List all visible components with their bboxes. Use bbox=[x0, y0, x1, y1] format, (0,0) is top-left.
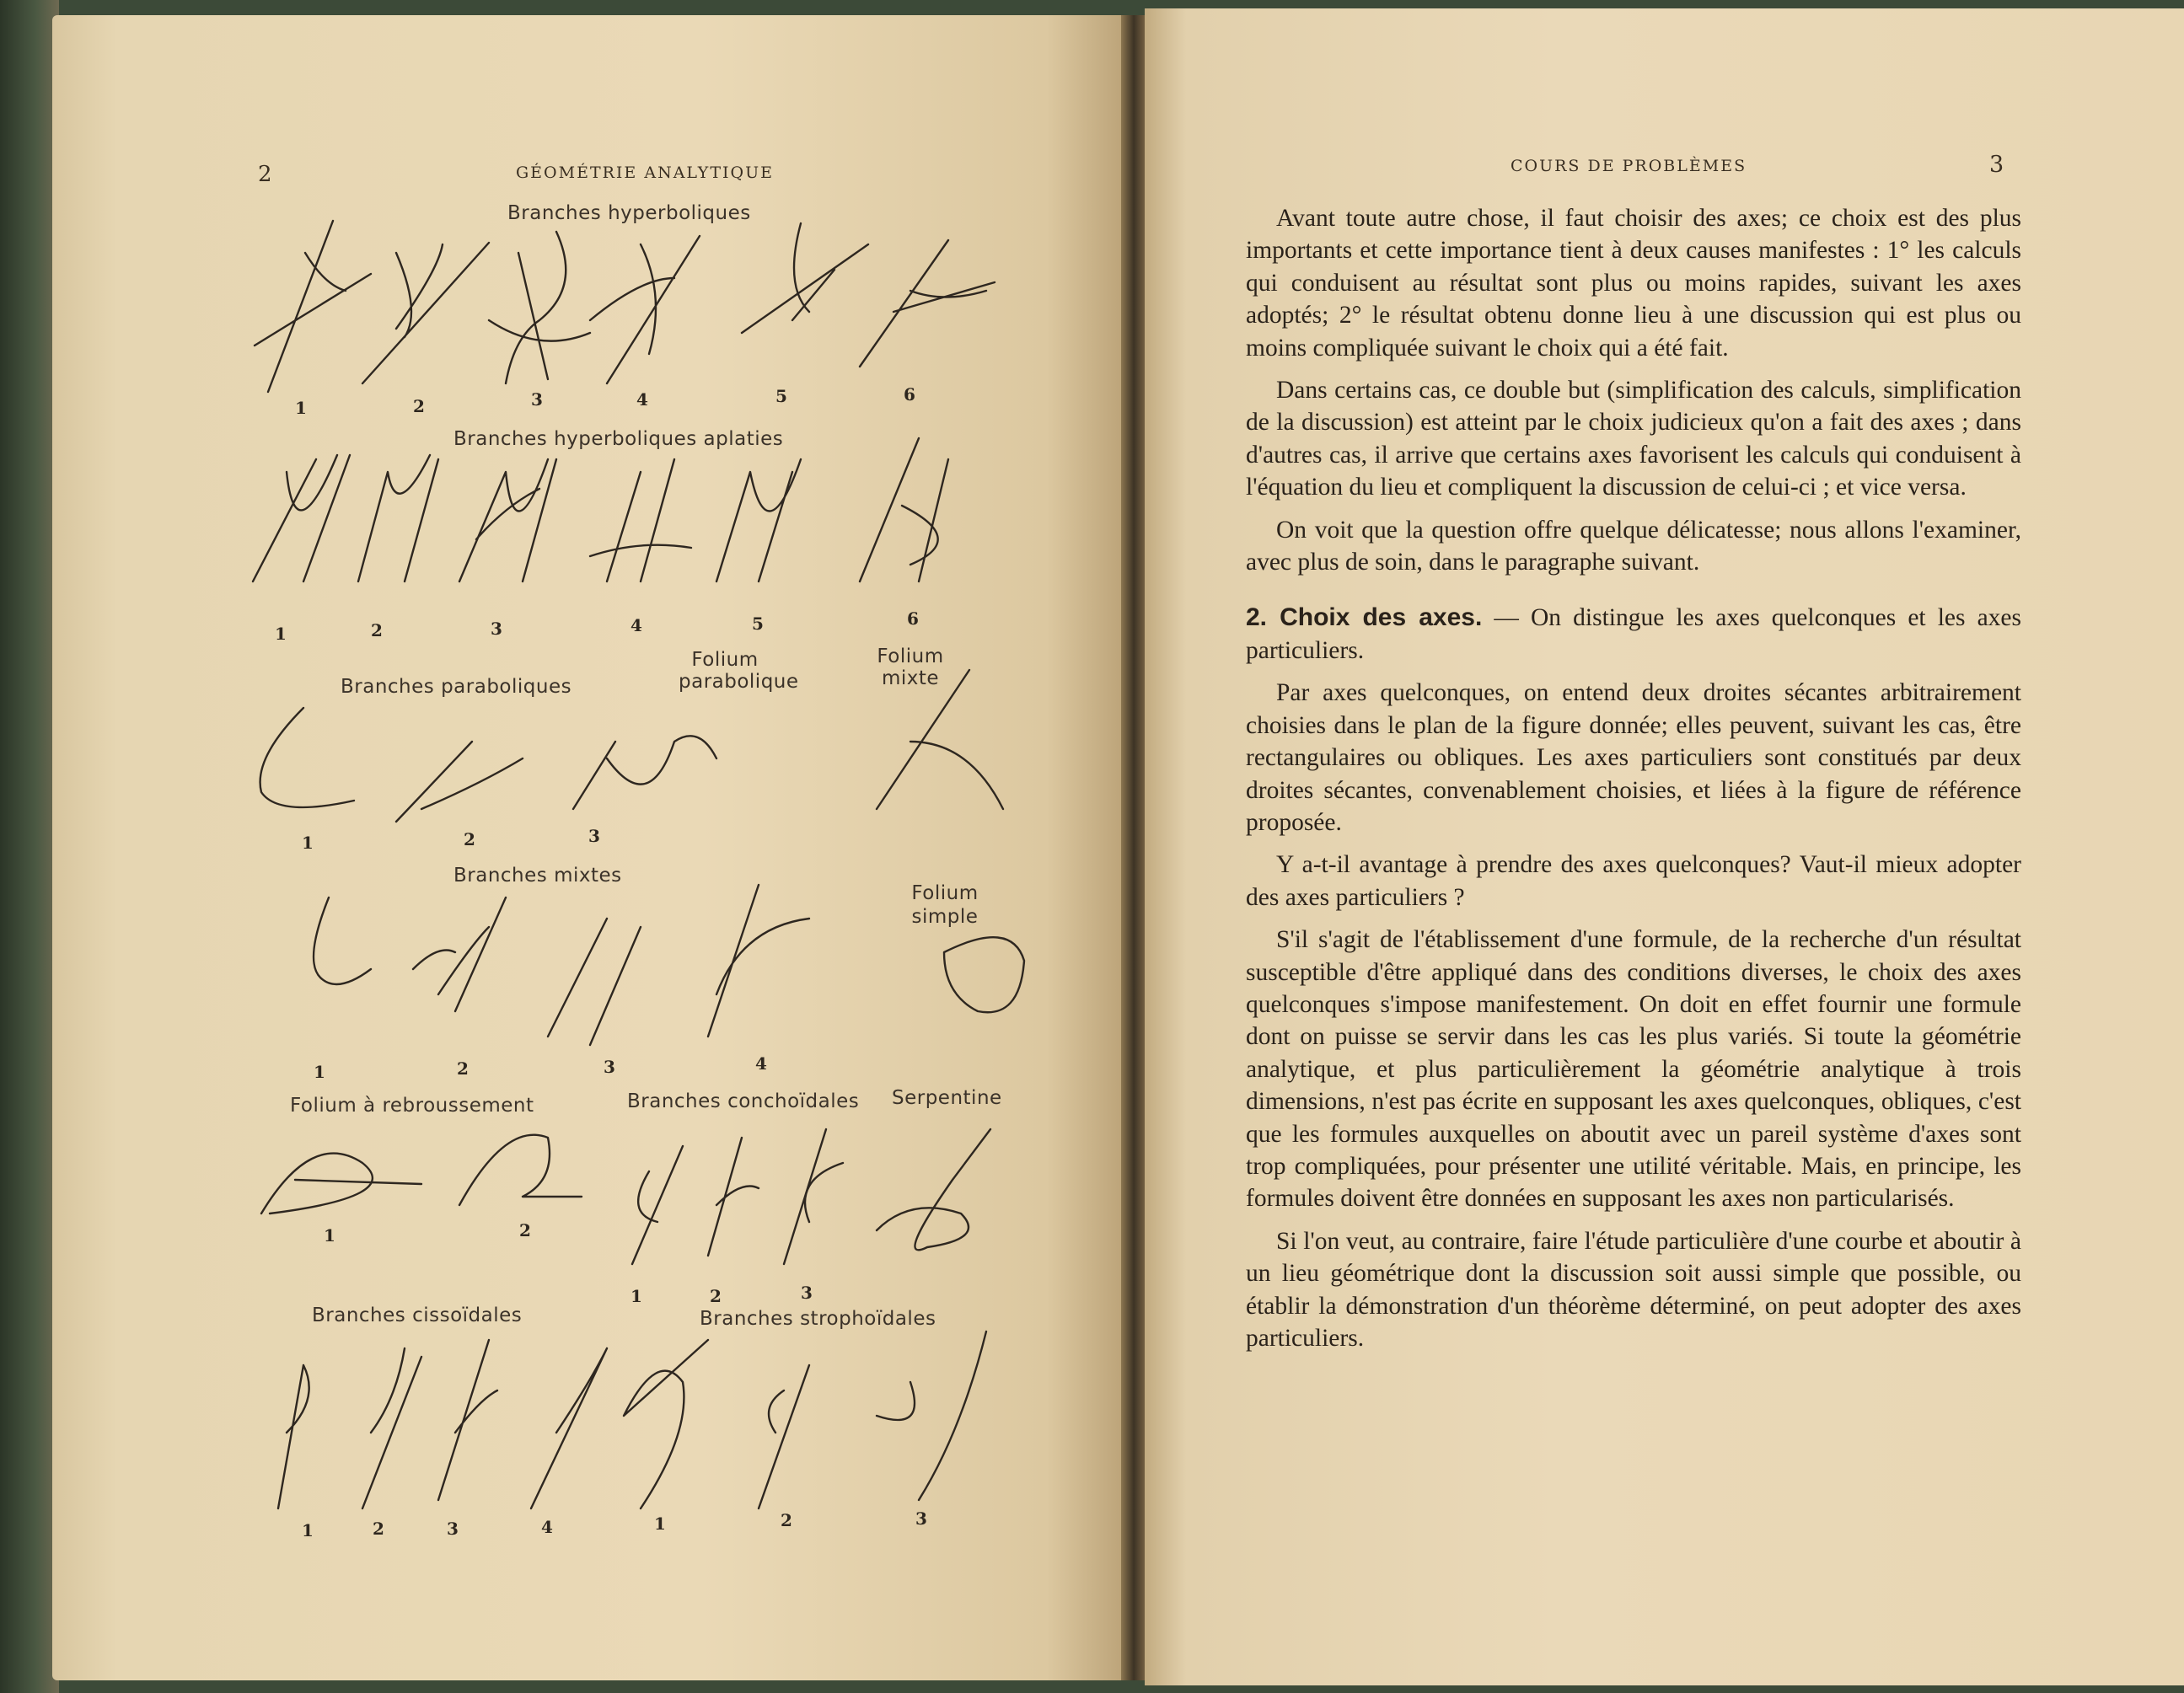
figure-number: 1 bbox=[275, 624, 287, 644]
figure-title-conchoidales: Branches conchoïdales bbox=[627, 1090, 860, 1112]
figure-number: 2 bbox=[371, 620, 383, 640]
curve-mixte-1 bbox=[314, 897, 371, 984]
figure-number: 2 bbox=[373, 1519, 384, 1539]
figure-number: 1 bbox=[302, 833, 314, 853]
paragraph: Dans certains cas, ce double but (simplification des calculs, simplification de la discussion) est atteint par le choix judicieux qu'on a fait des axes ; dans d'autres cas, il arrive que certains axes favorisent les calculs qui conduisent à l'équation du lieu et compliquent la discussion de celui-ci ; et vice versa. bbox=[1246, 377, 2021, 501]
figure-title-hyperboliques: Branches hyperboliques bbox=[507, 202, 751, 224]
right-page-number: 3 bbox=[1989, 152, 2006, 178]
figure-number: 3 bbox=[801, 1283, 813, 1303]
curve-rebroussement-2 bbox=[459, 1135, 582, 1205]
figure-number: 3 bbox=[604, 1057, 615, 1077]
row-paraboliques bbox=[260, 670, 1003, 822]
curve-conchoidale-1 bbox=[632, 1146, 683, 1264]
curve-aplatie-6 bbox=[860, 438, 948, 581]
section-heading: 2. Choix des axes. bbox=[1246, 603, 1483, 632]
figure-number: 3 bbox=[447, 1519, 459, 1539]
curve-conchoidale-3 bbox=[784, 1129, 843, 1264]
figure-title-paraboliques: Branches paraboliques bbox=[341, 676, 572, 698]
curve-mixte-4 bbox=[708, 885, 809, 1037]
figure-title-mixtes: Branches mixtes bbox=[453, 865, 622, 887]
row-hyperboliques-aplaties bbox=[253, 438, 948, 581]
paragraph: On voit que la question offre quelque délicatesse; nous allons l'examiner, avec plus de soin, dans le paragraphe suivant. bbox=[1246, 516, 2021, 576]
figure-title-folium-rebroussement: Folium à rebroussement bbox=[290, 1095, 534, 1117]
figure-number: 3 bbox=[491, 619, 502, 639]
section-intro-text: — On distingue les axes quelconques et les axes particuliers. bbox=[1246, 604, 2022, 664]
figure-number: 2 bbox=[457, 1058, 469, 1079]
left-running-head: GÉOMÉTRIE ANALYTIQUE bbox=[516, 163, 774, 182]
row-hyperboliques bbox=[255, 221, 995, 392]
row-rebroussement-conchoidales bbox=[261, 1129, 990, 1264]
figure-number: 1 bbox=[295, 398, 307, 418]
curve-cissoidale-3 bbox=[438, 1340, 497, 1500]
curve-serpentine bbox=[877, 1129, 990, 1250]
figure-number: 1 bbox=[314, 1062, 325, 1082]
curve-cissoidale-2 bbox=[362, 1348, 421, 1508]
figure-number: 2 bbox=[464, 829, 475, 849]
figure-title-cissoidales: Branches cissoïdales bbox=[312, 1305, 523, 1326]
figure-title-folium-mixte: Folium mixte bbox=[877, 646, 944, 689]
curve-hyperbolique-3 bbox=[489, 232, 590, 383]
curve-strophoidale-2 bbox=[759, 1365, 809, 1508]
curve-aplatie-5 bbox=[716, 459, 801, 581]
curve-folium-parabolique bbox=[573, 736, 716, 809]
figure-number: 5 bbox=[752, 613, 764, 634]
figure-number: 2 bbox=[519, 1220, 531, 1240]
figure-number: 2 bbox=[781, 1510, 792, 1530]
figure-number: 4 bbox=[636, 389, 648, 410]
figure-number: 2 bbox=[710, 1286, 722, 1306]
curve-hyperbolique-6 bbox=[860, 240, 995, 367]
curve-parabolique-1 bbox=[260, 708, 354, 807]
curve-strophoidale-3 bbox=[877, 1331, 986, 1500]
row-mixtes bbox=[314, 885, 1024, 1045]
figure-number: 2 bbox=[413, 396, 425, 416]
curve-folium-simple bbox=[944, 937, 1024, 1012]
curve-cissoidale-1 bbox=[278, 1365, 309, 1508]
paragraph: S'il s'agit de l'établissement d'une formule, de la recherche d'un résultat susceptible d'être appliqué dans des conditions diverses, le choix des axes quelconques s'impose manifestement. On doit en effet fournir une formule dont on puisse se servir dans les cas les plus variés. Si toute la géométrie analytique, et plus particulièrement la géométrie analytique à trois dimensions, n'est pas écrite en supposant les axes quelconques, obliques, c'est que les formules auxquelles on aboutit avec un pareil système d'axes sont trop compliquées, pour présenter une utilité véritable. Mais, en principe, les formules doivent être données en supposant les axes non particularisés. bbox=[1246, 926, 2021, 1213]
curve-parabolique-2 bbox=[396, 742, 523, 822]
curve-aplatie-1 bbox=[253, 455, 350, 581]
figure-number: 3 bbox=[531, 389, 543, 410]
paragraph: Y a-t-il avantage à prendre des axes quelconques? Vaut-il mieux adopter des axes particuliers ? bbox=[1246, 851, 2021, 911]
figure-title-hyperboliques-aplaties: Branches hyperboliques aplaties bbox=[453, 428, 784, 450]
curve-aplatie-3 bbox=[459, 459, 556, 581]
book-gutter bbox=[1121, 15, 1146, 1680]
figure-number: 3 bbox=[915, 1508, 927, 1529]
curve-hyperbolique-5 bbox=[742, 223, 868, 333]
figure-number: 3 bbox=[588, 826, 600, 846]
figure-number: 5 bbox=[775, 386, 787, 406]
left-page-number: 2 bbox=[258, 162, 274, 187]
curve-aplatie-4 bbox=[590, 459, 691, 581]
curve-hyperbolique-2 bbox=[362, 243, 489, 383]
figure-number: 1 bbox=[302, 1520, 314, 1540]
row-cissoidales-strophoidales bbox=[278, 1331, 986, 1508]
curve-mixte-2 bbox=[413, 897, 506, 1011]
paragraph: Par axes quelconques, on entend deux droites sécantes arbitrairement choisies dans le plan de la figure donnée; elles peuvent, suivant les cas, être rectangulaires ou obliques. Les axes particuliers sont constitués par deux droites sécantes, convenablement choisies, et liées à la figure de référence proposée. bbox=[1246, 679, 2021, 836]
curve-rebroussement-1 bbox=[261, 1154, 421, 1213]
paragraph: Avant toute autre chose, il faut choisir des axes; ce choix est des plus importants et cette importance tient à deux causes manifestes : 1° les calculs qui conduisent au résultat sont plus ou moins rapides, suivant les axes adoptés; 2° le résultat obtenu donne lieu à une discussion qui est plus ou moins compliquée suivant le choix qui a été fait. bbox=[1246, 205, 2021, 362]
curve-conchoidale-2 bbox=[708, 1138, 759, 1256]
figure-number: 6 bbox=[904, 384, 915, 404]
figure-number: 1 bbox=[654, 1514, 666, 1534]
figure-number: 4 bbox=[755, 1053, 767, 1074]
figure-number: 6 bbox=[907, 608, 919, 629]
curve-hyperbolique-4 bbox=[590, 236, 700, 383]
curve-cissoidale-4 bbox=[531, 1348, 607, 1508]
right-running-head: COURS DE PROBLÈMES bbox=[1511, 157, 1747, 175]
figure-title-folium-parabolique: Folium parabolique bbox=[679, 649, 799, 693]
figure-number: 4 bbox=[541, 1517, 553, 1537]
right-page-body bbox=[1246, 202, 2021, 1364]
curve-aplatie-2 bbox=[358, 455, 438, 581]
curve-hyperbolique-1 bbox=[255, 221, 371, 392]
curve-mixte-3 bbox=[548, 919, 641, 1045]
paragraph: Si l'on veut, au contraire, faire l'étude particulière d'une courbe et aboutir à un lieu géométrique dont la discussion soit aussi simple que possible, ou établir la démonstration d'un théorème déterminé, on peut adopter des axes particuliers. bbox=[1246, 1227, 2021, 1352]
figure-number: 4 bbox=[631, 615, 642, 635]
figure-title-serpentine: Serpentine bbox=[892, 1087, 1002, 1109]
figure-number: 1 bbox=[324, 1225, 335, 1246]
curve-folium-mixte bbox=[877, 670, 1003, 809]
figure-title-strophoidales: Branches strophoïdales bbox=[700, 1308, 936, 1330]
figure-title-folium-simple: Folium simple bbox=[911, 882, 979, 928]
curve-strophoidale-1 bbox=[624, 1340, 708, 1508]
figure-number: 1 bbox=[631, 1286, 642, 1306]
